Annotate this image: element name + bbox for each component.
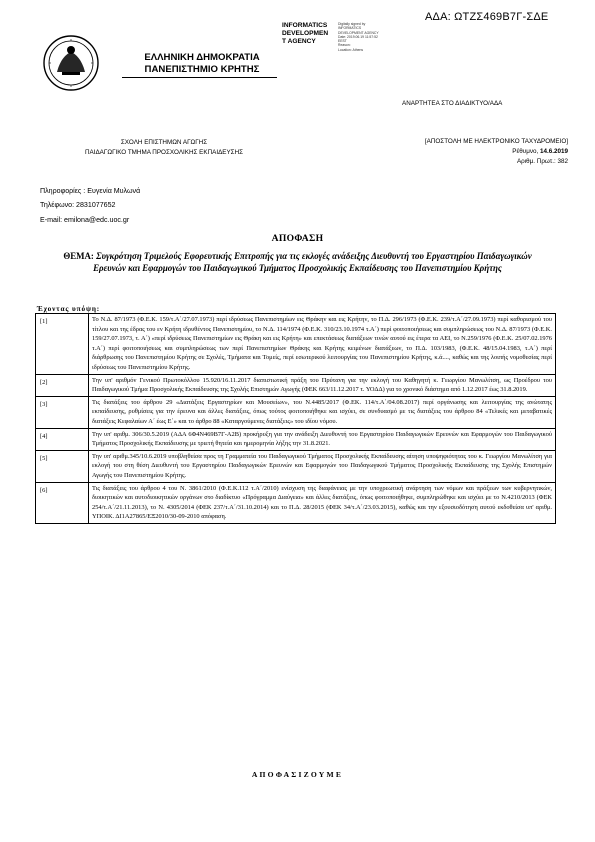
contact-person: Πληροφορίες : Ευγενία Μυλωνά: [40, 187, 141, 195]
references-table: [35, 313, 556, 524]
protocol-value: 382: [557, 158, 568, 166]
signature-details: Digitally signed by INFORMATICS DEVELOPMENT AGENCY Date: 2019.06.19 11:57:52 EEST Reason: Location: Athens: [338, 22, 379, 52]
university-name: ΠΑΝΕΠΙΣΤΗΜΙΟ ΚΡΗΤΗΣ: [144, 64, 260, 75]
protocol-line: [300, 157, 568, 167]
ada-code: ΑΔΑ: ΩΤΖΣ469Β7Γ-ΣΔΕ: [425, 11, 549, 23]
reference-number: [1]: [36, 314, 89, 375]
posted-online-note: ΑΝΑΡΤΗΤΕΑ ΣΤΟ ΔΙΑΔΙΚΤΥΟ/ΑΔΑ: [402, 100, 503, 107]
reference-row: [36, 428, 556, 450]
contact-email[interactable]: E-mail: emilona@edc.uoc.gr: [40, 215, 130, 224]
subject-text: Συγκρότηση Τριμελούς Εφορευτικής Επιτροπής για τις εκλογές ανάδειξης Διευθυντή του Εργαστηρίου Παιδαγωγικών Ερευνών και Εφαρμογών του Παιδαγωγικού Τμήματος Προσχολικής Εκπαίδευσης του Πανεπιστημίου Κρήτης: [93, 251, 532, 274]
contact-phone: Τηλέφωνο: 2831077652: [40, 201, 116, 210]
reference-text: Την υπ' αριθμ.345/10.6.2019 υποβληθείσα προς τη Γραμματεία του Παιδαγωγικού Τμήματος Προσχολικής Εκπαίδευσης αίτηση υποψηφιότητας του κ. Γεωργίου Μανωλίτση για εκλογή του στη θέση Διευθυντή του Εργαστηρίου Παιδαγωγικών Ερευνών και Εφαρμογών του Παιδαγωγικού Τμήματος Προσχολικής Εκπαίδευσης της Σχολής Επιστημών Αγωγής του Πανεπιστημίου Κρήτης.: [89, 450, 556, 482]
reference-text: Τις διατάξεις του άρθρου 4 του Ν. 3861/2010 (Φ.Ε.Κ.112 τ.Α΄/2010) ενίσχυση της διαφάνειας με την υποχρεωτική ανάρτηση των νόμων και πράξεων των κυβερνητικών, διοικητικών και αυτοδιοικητικών οργάνων στο διαδίκτυο «Πρόγραμμα Διαύγεια» και άλλες διατάξεις, όπως φοιτοποιήθηκε, συμπληρώθηκε και ισχύει με το Ν.4210/2013 (ΦΕΚ 254/τ.Α΄/21.11.2013), το Ν. 4305/2014 (ΦΕΚ 237/τ.Α΄/31.10.2014) και το Π.Δ. 28/2015 (ΦΕΚ 34/τ.Α΄/23.03.2015), καθώς και την εξουσιοδότηση αυτού εκδοθείσα υπ' αριθμ. ΥΠΟΙΚ. ΔΙ1Α27865/ΕΞ2010/30-09-2010 απόφαση.: [89, 482, 556, 523]
reference-row: [36, 482, 556, 523]
reference-row: [36, 396, 556, 428]
contact-block: [40, 184, 140, 227]
republic-name: ΕΛΛΗΝΙΚΗ ΔΗΜΟΚΡΑΤΙΑ: [144, 52, 260, 63]
reference-text: Την υπ' αριθμόν Γενικού Πρωτοκόλλου 15.920/16.11.2017 διαπιστωτική πράξη του Πρύτανη για την εκλογή του Καθηγητή κ. Γεωργίου Μανωλίτση, ως Προέδρου του Παιδαγωγικού Τμήμα Προσχολικής Εκπαίδευσης της Σχολής Επιστημών Αγωγής (ΦΕΚ 663/11.12.2017 τ. ΥΟΔΔ) για το χρονικό διάστημα από 1.12.2017 έως 31.8.2019.: [89, 374, 556, 396]
having-regard-heading: Έχοντας υπόψη:: [37, 305, 101, 313]
reference-number: [2]: [36, 374, 89, 396]
decision-heading: ΑΠΟΦΑΣΙΖΟΥΜΕ: [251, 770, 344, 779]
reference-number: [4]: [36, 428, 89, 450]
date-protocol-block: [300, 137, 568, 168]
reference-text: Την υπ' αριθμ. 306/30.5.2019 (ΑΔΑ 6Φ4Ν469Β7Γ-Α2Β) προκήρυξη για την ανάδειξη Διευθυντή του Εργαστηρίου Παιδαγωγικών Ερευνών και Εφαρμογών του Παιδαγωγικού Τμήματος Προσχολικής Εκπαίδευσης με τριετή θητεία και ημερομηνία λήξης την 31.8.2021.: [89, 428, 556, 450]
reference-text: Τις διατάξεις του άρθρου 29 «Διατάξεις Εργαστηρίων και Μουσείων», του Ν.4485/2017 (Φ.ΕΚ. 114/τ.Α΄/04.08.2017) περί οργάνωσης και λειτουργίας της ανώτατης εκπαίδευσης, ρυθμίσεις για την έρευνα και άλλες διατάξεις, όπως τούτος φοιτοποιήθηκε και ισχύει, σε συνδυασμό με τις διατάξεις του άρθρου 84 «Τελικές και μεταβατικές διατάξεις Κεφαλαίων Α΄ έως Ε΄» και το άρθρο 88 «Καταργούμενες διατάξεις» του ιδίου νόμου.: [89, 396, 556, 428]
reference-row: [36, 450, 556, 482]
school-name: ΣΧΟΛΗ ΕΠΙΣΤΗΜΩΝ ΑΓΩΓΗΣ: [120, 139, 208, 146]
signature-agency: INFORMATICS DEVELOPMEN T AGENCY: [282, 22, 329, 45]
reference-number: [5]: [36, 450, 89, 482]
department-name: ΠΑΙΔΑΓΩΓΙΚΟ ΤΜΗΜΑ ΠΡΟΣΧΟΛΙΚΗΣ ΕΚΠΑΙΔΕΥΣΗΣ: [84, 149, 244, 156]
reference-row: [36, 374, 556, 396]
subject-block: [60, 250, 535, 275]
reference-number: [6]: [36, 482, 89, 523]
institution-header: [122, 52, 282, 76]
reference-text: Το Ν.Δ. 87/1973 (Φ.Ε.Κ. 159/τ.Α΄/27.07.1973) περί ιδρύσεως Πανεπιστημίων εις Θράκην και εις Κρήτην, το Π.Δ. 296/1973 (Φ.Ε.Κ. 239/τ.Α΄/27.09.1973) περί καθορισμού του τίτλου και της έδρας του εν Κρήτη ιδρυθέντος Πανεπιστημίου, το Ν.Δ. 114/1974 (Φ.Ε.Κ. 310/23.10.1974 τ.Α΄) περί φοιτοποιήσεως και συμπληρώσεως του Ν.Δ. 87/1973 (Φ.Ε.Κ. 159/27.07.1973, τ. Α΄) «περί ιδρύσεως Πανεπιστημίων εις Θράκη και εις Κρήτη» και επεκτάσεως διατάξεων τινών αυτού εις έτερα τα ΑΕΙ, το Ν.259/1976 (Φ.Ε.Κ. 25/07.02.1976 τ.Α΄) περί φοιτοποιήσεως και συμπληρώσεως των περί Πανεπιστημίων Θράκης και Κρήτης κειμένων διατάξεων, το Π.Δ. 103/1983, (Φ.Ε.Κ. 48/15.04.1983, τ.Α΄) περί διάρθρωσης του Πανεπιστημίου Κρήτης σε Σχολές, Τμήματα και Τομείς, περί εσωτερικού λειτουργίας του Πανεπιστημίου Κρήτης, κ.ά...., καθώς και της λοιπής νομοθεσίας περί ιδρύσεως του Πανεπιστημίου Κρήτης.: [89, 314, 556, 375]
reference-number: [3]: [36, 396, 89, 428]
subject-label: ΘΕΜΑ:: [63, 251, 94, 261]
digital-signature-stamp: [282, 22, 402, 52]
university-seal-icon: [42, 34, 100, 92]
reference-row: [36, 314, 556, 375]
header-rule: [122, 77, 277, 78]
date-line: [300, 147, 568, 157]
date-label: Ρέθυμνο,: [512, 148, 539, 156]
date-value: 14.6.2019: [539, 148, 568, 156]
delivery-method: [ΑΠΟΣΤΟΛΗ ΜΕ ΗΛΕΚΤΡΟΝΙΚΟ ΤΑΧΥΔΡΟΜΕΙΟ]: [424, 138, 568, 145]
school-block: [40, 138, 288, 158]
document-title: ΑΠΟΦΑΣΗ: [271, 233, 324, 244]
protocol-label: Αριθμ. Πρωτ.:: [516, 158, 556, 166]
